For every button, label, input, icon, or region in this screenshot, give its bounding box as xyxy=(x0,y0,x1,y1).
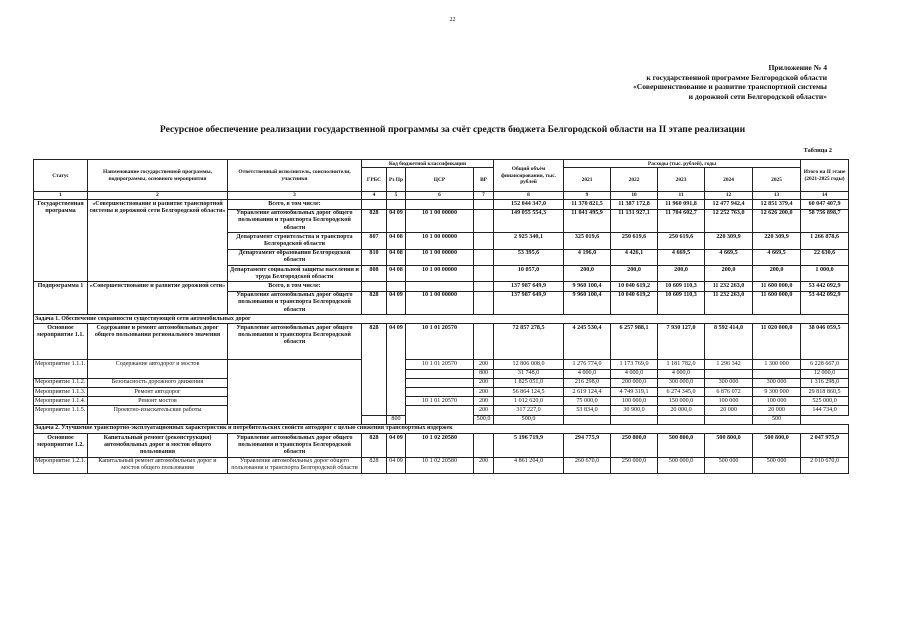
y2021-cell: 260 670,0 xyxy=(564,457,611,473)
vr-cell: 800 xyxy=(474,369,494,378)
executor-empty xyxy=(228,360,362,415)
y2022-cell xyxy=(564,415,611,424)
stage-cell: 58 756 898,7 xyxy=(801,209,849,233)
header-row-1 xyxy=(34,160,849,168)
m113-name: Ремонт автодорог xyxy=(88,388,228,397)
y2024-cell: 100 000 xyxy=(705,397,753,406)
y2021-cell: 11 370 821,5 xyxy=(564,200,611,209)
y2023-cell: 150 000,0 xyxy=(658,397,705,406)
stage-cell: 38 046 059,5 xyxy=(801,324,849,360)
gp-name: «Совершенствование и развитие транспортной системы и дорожной сети Белгородской области» xyxy=(88,200,228,282)
y2024-cell: 11 232 263,0 xyxy=(705,291,753,315)
total-cell: 4 861 204,0 xyxy=(494,457,564,473)
col-number: 9 xyxy=(564,192,611,200)
y2023-cell: 6 274 345,0 xyxy=(658,388,705,397)
y2021-cell: 4 245 530,4 xyxy=(564,324,611,360)
stage-cell: 1 316 298,0 xyxy=(801,378,849,387)
total-cell: 12 806 008,0 xyxy=(494,360,564,369)
vr-cell xyxy=(474,434,494,458)
col-number: 2 xyxy=(88,192,228,200)
resource-table xyxy=(33,159,849,474)
grbs-cell: 828 xyxy=(362,434,387,458)
col-number: 4 xyxy=(362,192,387,200)
m121-name: Капитальный ремонт автомобильных дорог и мостов общего пользования xyxy=(88,457,228,473)
appendix-line-3: «Совершенствование и развитие транспортной системы xyxy=(633,82,827,92)
vr-cell xyxy=(474,233,494,249)
grbs-cell xyxy=(362,282,387,291)
y2022-cell: 250 619,6 xyxy=(611,233,658,249)
y2024-cell: 220 309,9 xyxy=(705,233,753,249)
col-number: 13 xyxy=(753,192,801,200)
task-2-heading: Задача 2. Улучшение транспортно-эксплуатационных характеристик и потребительских свойств автодорог с целью снижения транспортных издержек xyxy=(34,424,849,433)
y2023-cell: 4 669,5 xyxy=(658,249,705,265)
vr-cell: 200 xyxy=(474,397,494,406)
total-cell: 72 857 278,5 xyxy=(494,324,564,360)
rzpr-cell: 04 09 xyxy=(387,457,406,473)
col-number: 3 xyxy=(228,192,362,200)
header-rzpr: Рз Пр xyxy=(387,168,406,192)
gp-executor: Департамент образования Белгородской области xyxy=(228,249,362,265)
y2024-cell: 8 592 414,0 xyxy=(705,324,753,360)
y2022-cell: 200,0 xyxy=(611,266,658,282)
header-budget-code: Код бюджетной классификации xyxy=(362,160,494,168)
y2023-cell: 20 000,0 xyxy=(658,406,705,415)
y2021-cell: 53 834,0 xyxy=(564,406,611,415)
table-row xyxy=(34,434,849,458)
vr-cell xyxy=(474,249,494,265)
y2023-cell: 4 000,0 xyxy=(658,369,705,378)
y2023-cell: 10 609 110,3 xyxy=(658,282,705,291)
col-number: 1 xyxy=(34,192,88,200)
header-status: Статус xyxy=(34,160,88,192)
y2024-cell xyxy=(658,415,705,424)
m115-name: Проектно-изыскательские работы xyxy=(88,406,228,424)
total-cell: 10 057,0 xyxy=(494,266,564,282)
vr-cell xyxy=(474,209,494,233)
rzpr-cell: 04 09 xyxy=(387,209,406,233)
csr-cell: 10 1 01 20570 xyxy=(406,397,474,406)
y2022-cell: 4 426,1 xyxy=(611,249,658,265)
total-cell: 5 196 719,9 xyxy=(494,434,564,458)
y2023-cell: 300 000,0 xyxy=(658,378,705,387)
y2025-cell: 220 309,9 xyxy=(753,233,801,249)
col-number: 11 xyxy=(658,192,705,200)
table-row xyxy=(34,360,849,369)
y2021-cell: 1 276 774,0 xyxy=(564,360,611,369)
y2021-cell: 294 775,9 xyxy=(564,434,611,458)
rzpr-cell: 04 08 xyxy=(387,233,406,249)
y2025-cell: 200,0 xyxy=(753,266,801,282)
appendix-line-1: Приложение № 4 xyxy=(768,63,827,72)
csr-cell xyxy=(406,200,474,209)
table-row xyxy=(34,200,849,209)
om11-status: Основное мероприятие 1.1. xyxy=(34,324,88,360)
col-number: 14 xyxy=(801,192,849,200)
om12-name: Капитальный ремонт (реконструкция) автомобильных дорог и мостов общего пользования xyxy=(88,434,228,458)
header-y2023: 2023 xyxy=(658,168,705,192)
stage-cell: 12 000,0 xyxy=(801,369,849,378)
csr-cell: 10 1 00 00000 xyxy=(406,233,474,249)
y2022-cell: 30 900,0 xyxy=(611,406,658,415)
grbs-cell: 810 xyxy=(362,249,387,265)
m114-name: Ремонт мостов xyxy=(88,397,228,406)
y2022-cell: 1 173 769,0 xyxy=(611,360,658,369)
table-label: Таблица 2 xyxy=(803,147,832,154)
header-y2021: 2021 xyxy=(564,168,611,192)
y2024-cell: 12 477 942,4 xyxy=(705,200,753,209)
col-number: 5 xyxy=(387,192,406,200)
gp-executor: Всего, в том числе: xyxy=(228,200,362,209)
csr-cell: 10 1 00 00000 xyxy=(406,291,474,315)
vr-cell xyxy=(474,324,494,360)
task-row xyxy=(34,315,849,324)
rzpr-cell: 04 09 xyxy=(387,291,406,315)
m115-status: Мероприятие 1.1.5. xyxy=(34,406,88,424)
y2023-cell: 11 704 602,7 xyxy=(658,209,705,233)
m121-executor: Управление автомобильных дорог общего пользования и транспорта Белгородской области xyxy=(228,457,362,473)
y2023-cell: 250 619,6 xyxy=(658,233,705,249)
y2025-cell: 11 020 000,0 xyxy=(753,324,801,360)
stage-cell: 53 442 092,9 xyxy=(801,291,849,315)
y2023-cell: 200,0 xyxy=(658,266,705,282)
y2021-cell: 11 041 495,9 xyxy=(564,209,611,233)
m121-status: Мероприятие 1.2.1. xyxy=(34,457,88,473)
header-executor: Ответственный исполнитель, соисполнители, участники xyxy=(228,160,362,192)
total-cell: 1 825 051,0 xyxy=(494,378,564,387)
header-expenses: Расходы (тыс. рублей), годы xyxy=(564,160,801,168)
header-csr: ЦСР xyxy=(406,168,474,192)
col-number: 8 xyxy=(494,192,564,200)
y2024-cell: 500 800,0 xyxy=(705,434,753,458)
y2023-cell: 500 800,0 xyxy=(658,434,705,458)
y2025-cell: 4 669,5 xyxy=(753,249,801,265)
header-y2024: 2024 xyxy=(705,168,753,192)
sp-executor: Всего, в том числе: xyxy=(228,282,362,291)
y2024-cell: 20 000 xyxy=(705,406,753,415)
header-y2022: 2022 xyxy=(611,168,658,192)
y2024-cell: 500 000 xyxy=(705,457,753,473)
rzpr-cell: 04 08 xyxy=(387,266,406,282)
header-vr: ВР xyxy=(474,168,494,192)
rzpr-cell: 04 08 xyxy=(387,249,406,265)
sp-executor: Управление автомобильных дорог общего пользования и транспорта Белгородской области xyxy=(228,291,362,315)
y2025-cell: 12 851 379,4 xyxy=(753,200,801,209)
table-row xyxy=(34,324,849,360)
y2023-cell: 7 930 127,0 xyxy=(658,324,705,360)
y2022-cell: 11 387 172,8 xyxy=(611,200,658,209)
gp-executor: Управление автомобильных дорог общего пользования и транспорта Белгородской области xyxy=(228,209,362,233)
om11-name: Содержание и ремонт автомобильных дорог общего пользования регионального значения xyxy=(88,324,228,360)
vr-cell xyxy=(474,291,494,315)
y2025-cell: 9 300 000 xyxy=(753,388,801,397)
grbs-cell: 828 xyxy=(362,209,387,233)
y2022-cell: 10 040 619,2 xyxy=(611,282,658,291)
table-row xyxy=(34,378,849,387)
om12-executor: Управление автомобильных дорог общего пользования и транспорта Белгородской области xyxy=(228,434,362,458)
vr-cell xyxy=(474,282,494,291)
csr-cell xyxy=(406,282,474,291)
total-cell: 1 012 620,0 xyxy=(494,397,564,406)
y2021-cell: 2 619 124,4 xyxy=(564,388,611,397)
total-cell: 2 925 340,1 xyxy=(494,233,564,249)
y2025-cell: 500 800,0 xyxy=(753,434,801,458)
task-1-heading: Задача 1. Обеспечение сохранности существующей сети автомобильных дорог xyxy=(34,315,849,324)
y2025-cell: 11 600 000,0 xyxy=(753,282,801,291)
grbs-cell: 807 xyxy=(362,233,387,249)
rzpr-cell: 04 09 xyxy=(387,324,406,415)
y2022-cell: 6 257 988,1 xyxy=(611,324,658,360)
om11-executor: Управление автомобильных дорог общего пользования и транспорта Белгородской области xyxy=(228,324,362,360)
column-numbers-row xyxy=(34,192,849,200)
rzpr-cell xyxy=(387,282,406,291)
y2023-cell: 500 000,0 xyxy=(658,457,705,473)
y2025-cell: 300 000 xyxy=(753,378,801,387)
total-cell: 31 748,0 xyxy=(494,369,564,378)
stage-cell: 60 047 407,9 xyxy=(801,200,849,209)
y2023-cell: 10 609 110,3 xyxy=(658,291,705,315)
stage-cell: 144 734,0 xyxy=(801,406,849,415)
grbs-cell xyxy=(228,415,362,424)
vr-cell: 200 xyxy=(474,388,494,397)
stage-cell: 1 000,0 xyxy=(801,266,849,282)
header-y2025: 2025 xyxy=(753,168,801,192)
stage-cell: 53 442 092,9 xyxy=(801,282,849,291)
y2021-cell: 4 196,0 xyxy=(564,249,611,265)
stage-cell: 2 047 975,9 xyxy=(801,434,849,458)
col-number: 7 xyxy=(474,192,494,200)
table-row xyxy=(34,282,849,291)
csr-cell: 10 1 02 20580 xyxy=(406,457,474,473)
total-cell: 137 987 649,9 xyxy=(494,291,564,315)
grbs-cell: 828 xyxy=(362,457,387,473)
col-number: 10 xyxy=(611,192,658,200)
csr-cell: 10 1 00 00000 xyxy=(406,209,474,233)
csr-cell: 10 1 00 00000 xyxy=(406,266,474,282)
y2021-cell: 9 960 100,4 xyxy=(564,282,611,291)
grbs-cell: 808 xyxy=(362,266,387,282)
total-cell: 53 395,6 xyxy=(494,249,564,265)
y2022-cell: 250 800,0 xyxy=(611,434,658,458)
total-cell: 137 987 649,9 xyxy=(494,282,564,291)
y2024-cell: 12 252 763,0 xyxy=(705,209,753,233)
grbs-cell xyxy=(362,200,387,209)
y2021-cell: 75 000,0 xyxy=(564,397,611,406)
y2025-cell: 1 300 000 xyxy=(753,360,801,369)
stage-cell: 2 010 670,0 xyxy=(801,457,849,473)
y2024-cell: 4 669,5 xyxy=(705,249,753,265)
total-cell: 317 227,0 xyxy=(494,406,564,415)
y2022-cell: 4 749 319,1 xyxy=(611,388,658,397)
csr-cell: 10 1 00 00000 xyxy=(406,249,474,265)
grbs-cell: 828 xyxy=(362,291,387,315)
stage-cell: 1 266 878,6 xyxy=(801,233,849,249)
y2025-cell: 100 000 xyxy=(753,397,801,406)
stage-cell: 525 000,0 xyxy=(801,397,849,406)
y2024-cell xyxy=(705,369,753,378)
rzpr-cell: 04 09 xyxy=(387,434,406,458)
y2024-cell: 200,0 xyxy=(705,266,753,282)
y2025-cell: 500 000 xyxy=(753,457,801,473)
task-row xyxy=(34,424,849,433)
m113-status: Мероприятие 1.1.3. xyxy=(34,388,88,397)
vr-cell: 200 xyxy=(474,406,494,415)
vr-cell xyxy=(474,200,494,209)
total-cell: 152 044 347,0 xyxy=(494,200,564,209)
total-cell: 56 864 124,5 xyxy=(494,388,564,397)
col-number: 12 xyxy=(705,192,753,200)
header-total-volume: Общий объём финансирования, тыс. рублей xyxy=(494,160,564,192)
table-row xyxy=(34,457,849,473)
vr-cell: 800 xyxy=(387,415,406,424)
y2025-cell xyxy=(705,415,753,424)
vr-cell xyxy=(474,266,494,282)
stage-cell: 6 228 667,0 xyxy=(801,360,849,369)
gp-executor: Департамент социальной защиты населения и труда Белгородской области xyxy=(228,266,362,282)
stage-cell: 500 xyxy=(753,415,801,424)
y2022-cell: 250 000,0 xyxy=(611,457,658,473)
document-title: Ресурсное обеспечение реализации государственной программы за счёт средств бюджета Белгородской области на II этапе реализации xyxy=(159,124,746,135)
gp-status: Государственная программа xyxy=(34,200,88,282)
om12-status: Основное мероприятие 1.2. xyxy=(34,434,88,458)
total-cell: 500,0 xyxy=(474,415,494,424)
appendix-heading xyxy=(633,63,827,101)
y2022-cell: 11 131 927,1 xyxy=(611,209,658,233)
rzpr-cell xyxy=(387,200,406,209)
y2022-cell: 10 040 619,2 xyxy=(611,291,658,315)
y2024-cell: 6 876 072 xyxy=(705,388,753,397)
col-number: 6 xyxy=(406,192,474,200)
y2022-cell: 200 000,0 xyxy=(611,378,658,387)
sp-name: «Совершенствование и развитие дорожной сети» xyxy=(88,282,228,315)
sp-status: Подпрограмма 1 xyxy=(34,282,88,315)
y2024-cell: 300 000 xyxy=(705,378,753,387)
vr-cell: 200 xyxy=(474,360,494,369)
csr-cell xyxy=(406,378,474,387)
csr-cell: 10 1 01 20570 xyxy=(406,360,474,369)
csr-cell: 10 1 01 20570 xyxy=(406,324,474,360)
grbs-cell: 828 xyxy=(362,324,387,415)
y2024-cell: 1 296 342 xyxy=(705,360,753,369)
y2025-cell: 12 626 200,0 xyxy=(753,209,801,233)
y2024-cell: 11 232 263,0 xyxy=(705,282,753,291)
m112-name: Безопасность дорожного движения xyxy=(88,378,228,387)
y2025-cell: 11 600 000,0 xyxy=(753,291,801,315)
y2021-cell: 216 298,0 xyxy=(564,378,611,387)
header-name: Наименование государственной программы, подпрограммы, основного мероприятия xyxy=(88,160,228,192)
y2022-cell: 4 000,0 xyxy=(611,369,658,378)
page-number: 22 xyxy=(449,17,456,23)
y2021-cell: 9 960 100,4 xyxy=(564,291,611,315)
appendix-line-4: и дорожной сети Белгородской области» xyxy=(688,91,827,101)
appendix-line-2: к государственной программе Белгородской области xyxy=(646,72,827,82)
csr-cell xyxy=(406,406,474,424)
stage-cell: 22 630,6 xyxy=(801,249,849,265)
stage-cell: 29 818 860,5 xyxy=(801,388,849,397)
table-row xyxy=(34,406,849,415)
rzpr-cell xyxy=(362,415,387,424)
y2021-cell: 200,0 xyxy=(564,266,611,282)
total-cell: 149 055 554,3 xyxy=(494,209,564,233)
y2023-cell xyxy=(611,415,658,424)
csr-cell xyxy=(406,369,474,378)
csr-cell: 10 1 02 20580 xyxy=(406,434,474,458)
vr-cell: 200 xyxy=(474,457,494,473)
header-total-stage: Итого на II этапе (2021-2025 годы) xyxy=(801,160,849,192)
m112-status: Мероприятие 1.1.2. xyxy=(34,378,88,387)
y2022-cell: 100 000,0 xyxy=(611,397,658,406)
table-row xyxy=(34,388,849,397)
y2025-cell: 20 000 xyxy=(753,406,801,415)
y2023-cell: 1 181 782,0 xyxy=(658,360,705,369)
y2021-cell: 325 019,6 xyxy=(564,233,611,249)
m111-name: Содержание автодорог и мостов xyxy=(88,360,228,378)
table-row xyxy=(34,397,849,406)
m114-status: Мероприятие 1.1.4. xyxy=(34,397,88,406)
csr-cell xyxy=(406,388,474,397)
m111-status: Мероприятие 1.1.1. xyxy=(34,360,88,378)
y2023-cell: 11 960 091,8 xyxy=(658,200,705,209)
gp-executor: Департамент строительства и транспорта Белгородской области xyxy=(228,233,362,249)
y2021-cell: 4 000,0 xyxy=(564,369,611,378)
header-grbs: ГРБС xyxy=(362,168,387,192)
y2021-cell: 500,0 xyxy=(494,415,564,424)
y2025-cell xyxy=(753,369,801,378)
vr-cell: 200 xyxy=(474,378,494,387)
